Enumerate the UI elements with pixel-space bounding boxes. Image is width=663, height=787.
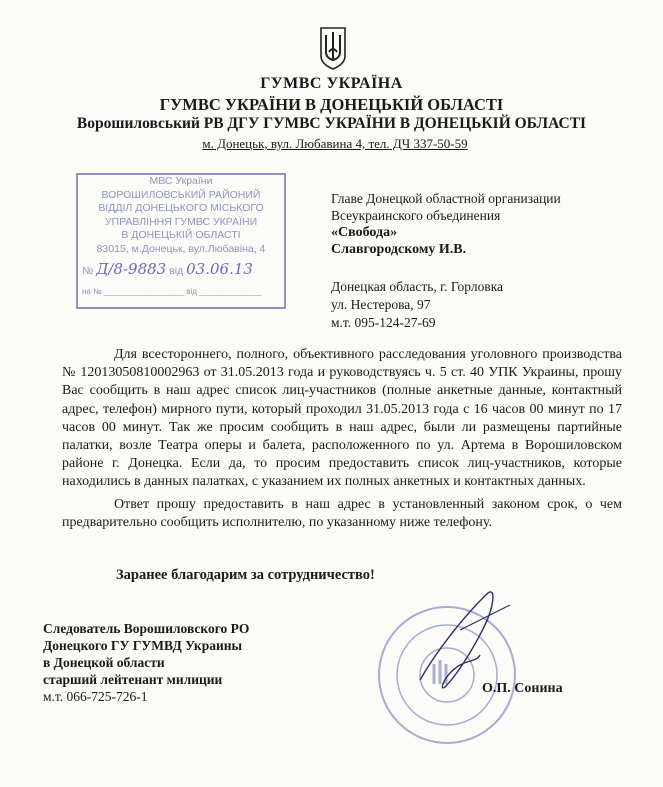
- signer-line: в Донецкой области: [43, 655, 165, 670]
- stamp-line: 83015, м.Донецьк, вул.Любавіна, 4: [96, 242, 266, 255]
- body-paragraph: Для всестороннего, полного, объективного расследования уголовного производства № 12013050810002963 от 31.05.2013 года и руководствуясь ч. 5 ст. 40 УПК Украины, прошу Вас сообщить в наш адрес список лиц-участников (полные анкетные данные, контактный адрес, телефон) мирного пути, который проходил 31.05.2013 года с 16 часов 00 минут по 17 часов 00 минут. Так же просим сообщить в наш адрес, были ли размещены партийные палатки, возле Театра оперы и балета, расположенного по ул. Артема в Ворошиловском районе г. Донецка. Если да, то просим предоставить список лиц-участников, которые находились в данных палатках, с указанием их полных анкетных и контактных данных.: [62, 347, 622, 490]
- signer-rank: старший лейтенант милиции: [43, 672, 223, 687]
- signer-name: О.П. Сонина: [482, 681, 563, 696]
- stamp-line: В ДОНЕЦЬКІЙ ОБЛАСТІ: [121, 229, 241, 241]
- address-phone: м.т. 095-124-27-69: [331, 315, 436, 330]
- stamp-registration-row: [82, 260, 278, 279]
- trident-emblem-icon: [318, 26, 348, 70]
- thanks-line: Заранее благодарим за сотрудничество!: [116, 567, 375, 583]
- stamp-ref-date: від: [186, 287, 197, 296]
- addressee-name: Славгородскому И.В.: [331, 242, 467, 257]
- stamp-date: 03.06.13: [186, 260, 253, 278]
- stamp-number: Д/8-9883: [96, 260, 167, 278]
- stamp-line: МВС України: [149, 175, 213, 187]
- letter-body: [62, 346, 622, 532]
- address-line: ул. Нестерова, 97: [331, 297, 431, 312]
- addressee-party: «Свобода»: [331, 225, 398, 240]
- stamp-line: ВІДДІЛ ДОНЕЦЬКОГО МІСЬКОГО: [98, 202, 264, 214]
- header-district: Ворошиловський РВ ДГУ ГУМВС УКРАЇНИ В ДОНЕЦЬКІЙ ОБЛАСТІ: [76, 115, 587, 132]
- signer-phone: м.т. 066-725-726-1: [43, 689, 148, 704]
- addressee-line: Всеукраинского объединения: [331, 208, 501, 223]
- body-paragraph: Ответ прошу предоставить в наш адрес в установленный законом срок, о чем предварительно сообщить исполнителю, по указанному ниже телефону.: [62, 496, 622, 530]
- header-ministry: ГУМВС УКРАЇНА: [260, 75, 403, 92]
- stamp-number-prefix: №: [82, 265, 94, 277]
- header-regional: ГУМВС УКРАЇНИ В ДОНЕЦЬКІЙ ОБЛАСТІ: [159, 95, 504, 114]
- signer-block: [43, 620, 249, 705]
- stamp-reference-row: на № __________________ від ______________: [82, 287, 262, 296]
- header-address: м. Донецьк, вул. Любавина 4, тел. ДЧ 337-50-59: [202, 136, 468, 151]
- signer-line: Донецкого ГУ ГУМВД Украины: [43, 638, 243, 653]
- stamp-ref-prefix: на №: [82, 287, 102, 296]
- registration-stamp: [76, 173, 286, 309]
- signer-line: Следователь Ворошиловского РО: [43, 621, 250, 636]
- address-line: Донецкая область, г. Горловка: [331, 279, 504, 294]
- addressee-block: [331, 190, 561, 258]
- address-block: [331, 278, 503, 332]
- addressee-line: Главе Донецкой областной организации: [331, 191, 561, 206]
- stamp-line: ВОРОШИЛОВСЬКИЙ РАЙОНИЙ: [101, 188, 261, 201]
- stamp-date-prefix: від: [169, 265, 184, 277]
- stamp-line: УПРАВЛІННЯ ГУМВС УКРАЇНИ: [104, 215, 258, 228]
